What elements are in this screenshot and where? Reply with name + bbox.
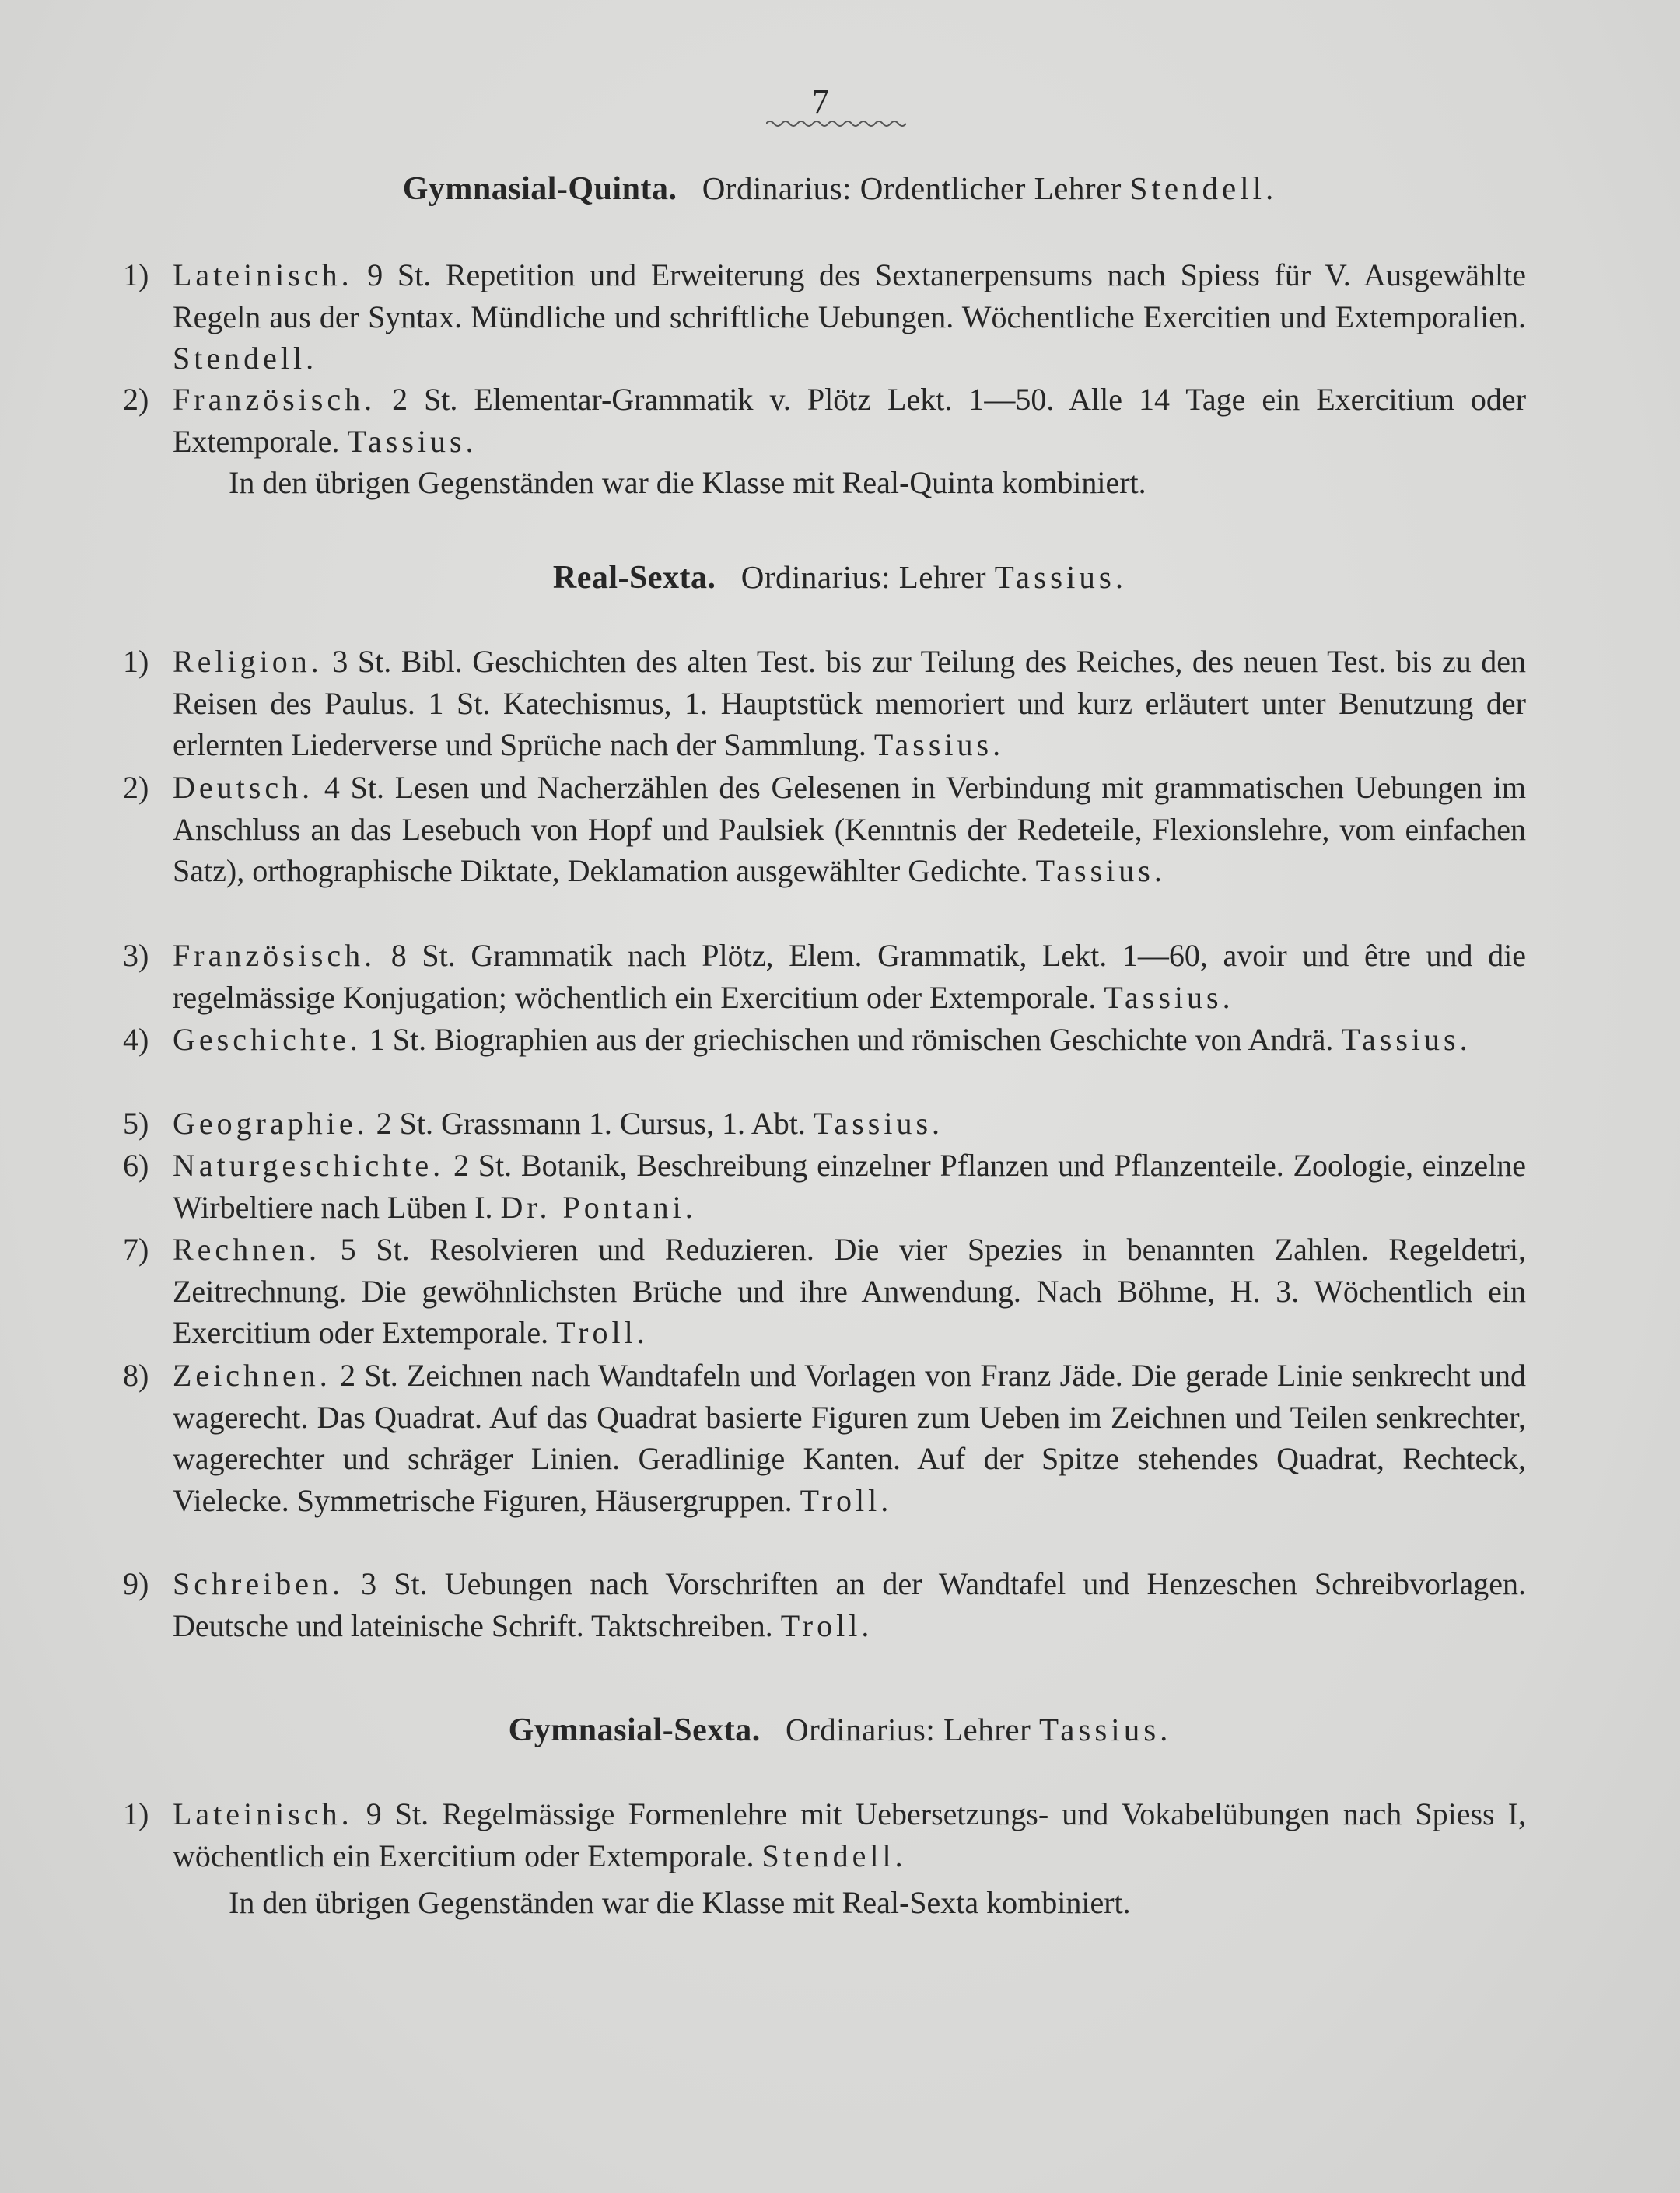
ordinarius-role: Ordentlicher Lehrer	[859, 170, 1122, 206]
entry-subject: Lateinisch.	[173, 257, 353, 292]
entry-number: 1)	[123, 1796, 149, 1831]
curriculum-entry	[123, 1145, 1526, 1228]
entry-subject: Französisch.	[173, 382, 376, 417]
entry-teacher: Troll.	[780, 1607, 873, 1643]
ordinarius-role: Lehrer	[943, 1712, 1031, 1747]
entry-text: 5 St. Resolvieren und Reduzieren. Die vier Spezies in benannten Zahlen. Regeldetri, Zeitrechnung. Die gewöhnlichsten Brüche und ihre Anwendung. Nach Böhme, H. 3. Wöchentlich ein Exercitium oder Extemporale.	[173, 1232, 1526, 1350]
entry-text: 4 St. Lesen und Nacherzählen des Gelesenen in Verbindung mit grammatischen Uebungen im Anschluss an das Lesebuch von Hopf und Paulsiek (Kenntnis der Redeteile, Flexionslehre, vom einfachen Satz), orthographische Diktate, Deklamation ausgewählter Gedichte.	[173, 770, 1526, 888]
entry-text: 1 St. Biographien aus der griechischen und römischen Geschichte von Andrä.	[369, 1022, 1334, 1057]
entry-number: 7)	[123, 1232, 149, 1267]
entry-number: 5)	[123, 1106, 149, 1141]
entry-number: 1)	[123, 257, 149, 292]
entry-subject: Naturgeschichte.	[173, 1148, 445, 1183]
section-title: Gymnasial-Sexta.	[508, 1712, 761, 1748]
entry-text: 2 St. Grassmann 1. Cursus, 1. Abt.	[376, 1106, 806, 1141]
section-note: In den übrigen Gegenständen war die Klasse mit Real-Quinta kombiniert.	[229, 465, 1146, 500]
entry-number: 3)	[123, 938, 149, 973]
entry-subject: Zeichnen.	[173, 1358, 331, 1393]
section-heading-real-sexta	[0, 558, 1680, 596]
entry-text: 9 St. Regelmässige Formenlehre mit Uebersetzungs- und Vokabelübungen nach Spiess I, wöchentlich ein Exercitium oder Extemporale.	[173, 1796, 1527, 1873]
entry-number: 2)	[123, 382, 149, 417]
entry-subject: Lateinisch.	[173, 1796, 353, 1831]
entry-text: 3 St. Bibl. Geschichten des alten Test. bis zur Teilung des Reiches, des neuen Test. bis zu den Reisen des Paulus. 1 St. Katechismus, 1. Hauptstück memoriert und kurz erläutert unter Benutzung der erlernten Liederverse und Sprüche nach der Sammlung.	[173, 644, 1527, 762]
ordinarius-label: Ordinarius:	[786, 1712, 936, 1747]
entry-subject: Religion.	[173, 644, 323, 679]
entry-teacher: Stendell.	[761, 1838, 907, 1873]
curriculum-entry	[123, 1355, 1527, 1521]
entry-number: 4)	[123, 1022, 149, 1057]
entry-teacher: Tassius.	[813, 1106, 944, 1141]
entry-teacher: Tassius.	[1104, 979, 1234, 1015]
entry-number: 8)	[123, 1358, 149, 1393]
entry-text: 2 St. Botanik, Beschreibung einzelner Pflanzen und Pflanzenteile. Zoologie, einzelne Wirbeltiere nach Lüben I.	[173, 1148, 1526, 1225]
wavy-rule-ornament	[766, 118, 906, 129]
curriculum-entry	[123, 767, 1526, 892]
curriculum-entry	[123, 379, 1527, 462]
entry-subject: Französisch.	[173, 938, 376, 973]
curriculum-entry	[123, 935, 1527, 1018]
entry-text: 2 St. Zeichnen nach Wandtafeln und Vorlagen von Franz Jäde. Die gerade Linie senkrecht und wagerecht. Das Quadrat. Auf das Quadrat basierte Figuren zum Ueben im Zeichnen und Teilen senkrechter, wagerechter und schräger Linien. Geradlinige Kanten. Auf der Spitze stehendes Quadrat, Rechteck, Vielecke. Symmetrische Figuren, Häusergruppen.	[173, 1358, 1527, 1518]
ordinarius-name: Tassius.	[994, 559, 1128, 595]
curriculum-entry	[123, 1103, 1526, 1145]
ordinarius-label: Ordinarius:	[740, 559, 891, 595]
entry-teacher: Troll.	[556, 1315, 649, 1350]
curriculum-entry	[123, 1229, 1526, 1354]
section-heading-gymnasial-sexta	[0, 1711, 1680, 1749]
entry-teacher: Tassius.	[873, 727, 1005, 762]
entry-text: 9 St. Repetition und Erweiterung des Sextanerpensums nach Spiess für V. Ausgewählte Regeln aus der Syntax. Mündliche und schriftliche Uebungen. Wöchentliche Exercitien und Extemporalien.	[173, 257, 1527, 334]
entry-number: 9)	[123, 1566, 149, 1601]
entry-number: 6)	[123, 1148, 149, 1183]
entry-teacher: Dr. Pontani.	[500, 1189, 697, 1225]
curriculum-entry	[123, 254, 1527, 379]
curriculum-entry	[123, 1793, 1527, 1876]
entry-subject: Schreiben.	[173, 1566, 344, 1601]
entry-number: 2)	[123, 770, 149, 805]
entry-teacher: Tassius.	[1341, 1022, 1472, 1057]
entry-subject: Rechnen.	[173, 1232, 320, 1267]
ordinarius-name: Tassius.	[1039, 1712, 1172, 1747]
ordinarius-name: Stendell.	[1129, 170, 1278, 206]
entry-text: 2 St. Elementar-Grammatik v. Plötz Lekt. 1—50. Alle 14 Tage ein Exercitium oder Extemporale.	[173, 382, 1527, 459]
entry-teacher: Tassius.	[347, 423, 478, 459]
curriculum-entry	[123, 1563, 1526, 1646]
entry-subject: Deutsch.	[173, 770, 314, 805]
entry-teacher: Stendell.	[173, 341, 318, 376]
entry-text: 8 St. Grammatik nach Plötz, Elem. Grammatik, Lekt. 1—60, avoir und être und die regelmässige Konjugation; wöchentlich ein Exercitium oder Extemporale.	[173, 938, 1527, 1015]
entry-teacher: Tassius.	[1035, 853, 1166, 888]
entry-teacher: Troll.	[800, 1482, 893, 1518]
section-title: Real-Sexta.	[552, 560, 716, 596]
section-title: Gymnasial-Quinta.	[402, 171, 677, 207]
entry-text: 3 St. Uebungen nach Vorschriften an der Wandtafel und Henzeschen Schreibvorlagen. Deutsche und lateinische Schrift. Taktschreiben.	[173, 1566, 1526, 1643]
ordinarius-role: Lehrer	[898, 559, 986, 595]
page-number: 7	[812, 82, 829, 121]
curriculum-entry	[123, 1019, 1526, 1061]
entry-number: 1)	[123, 644, 149, 679]
entry-subject: Geographie.	[173, 1106, 369, 1141]
section-heading-gymnasial-quinta	[0, 170, 1680, 208]
section-note: In den übrigen Gegenständen war die Klasse mit Real-Sexta kombiniert.	[229, 1885, 1131, 1920]
ordinarius-label: Ordinarius:	[702, 170, 852, 206]
entry-subject: Geschichte.	[173, 1022, 362, 1057]
curriculum-entry	[123, 641, 1527, 766]
